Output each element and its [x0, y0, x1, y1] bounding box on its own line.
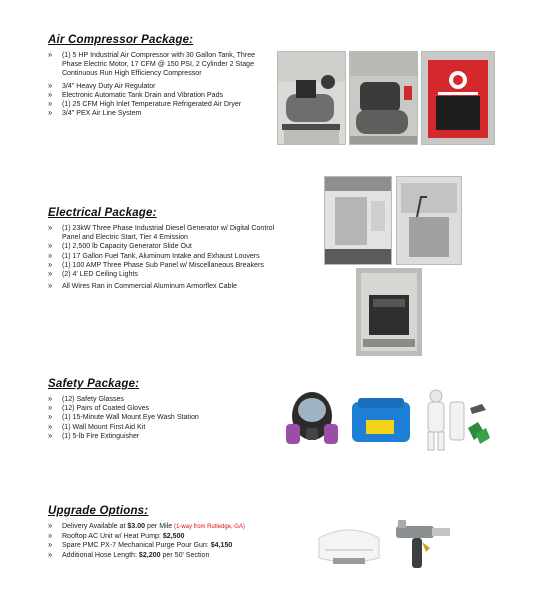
list-item: » (1) 25 CFM High Inlet Temperature Refrigerated Air Dryer — [48, 99, 257, 108]
generator-slide-out-photo — [356, 268, 422, 356]
list-item — [48, 550, 290, 559]
list-item: » 3/4" PEX Air Line System — [48, 108, 257, 117]
pour-gun-image — [392, 512, 454, 576]
hose-label: Additional Hose Length: — [61, 549, 139, 559]
list-item: » (1) 5 HP Industrial Air Compressor with 30 Gallon Tank, Three Phase Electric Motor, 17 CFM @ 150 PSI, 2 Cylinder 2 Stage Continuous Run High Efficiency Compressor — [48, 50, 257, 78]
gun-label: Spare PMC PX-7 Mechanical Purge Pour Gun: — [61, 540, 211, 550]
rooftop-ac-unit-image — [313, 520, 385, 570]
air-compressor-title: Air Compressor Package: — [48, 34, 194, 46]
air-dryer-photo — [421, 51, 495, 145]
list-item — [48, 521, 290, 531]
list-item — [48, 531, 290, 540]
delivery-prefix: Delivery Available at — [61, 521, 128, 530]
generator-panel-photo — [324, 176, 392, 265]
air-compressor-section — [48, 34, 273, 117]
upgrade-list — [48, 521, 308, 559]
air-compressor-list — [48, 50, 273, 117]
compressor-photo — [277, 51, 346, 145]
fuel-tank-photo — [396, 176, 462, 265]
list-item: » (1) 5-lb Fire Extinguisher — [48, 431, 262, 440]
electrical-title: Electrical Package: — [48, 207, 157, 219]
list-item: » All Wires Ran in Commercial Aluminum Armorflex Cable — [48, 281, 292, 290]
gun-price: $4,150 — [210, 540, 233, 550]
list-item: » (12) Pairs of Coated Gloves — [48, 403, 262, 412]
delivery-suffix: per Mile — [145, 521, 175, 530]
list-item — [48, 540, 290, 549]
ac-price: $2,500 — [162, 531, 185, 541]
hose-suffix: per 50' Section — [160, 549, 210, 559]
upgrade-section — [48, 505, 308, 559]
protective-suit-gloves-image — [420, 388, 492, 452]
eye-wash-station-image — [348, 394, 414, 446]
upgrade-title: Upgrade Options: — [48, 505, 149, 517]
hose-price: $2,200 — [138, 549, 161, 559]
safety-section — [48, 378, 278, 440]
delivery-note: (1-way from Rutledge, GA) — [174, 523, 245, 530]
list-item: » (1) 100 AMP Three Phase Sub Panel w/ Miscellaneous Breakers — [48, 260, 292, 269]
list-item: » (1) 23kW Three Phase Industrial Diesel Generator w/ Digital Control Panel and Electric Start, Tier 4 Emission — [48, 223, 292, 241]
safety-list — [48, 394, 278, 440]
ac-label: Rooftop AC Unit w/ Heat Pump: — [61, 531, 163, 541]
list-item: » (1) Wall Mount First Aid Kit — [48, 422, 262, 431]
list-item: » Electronic Automatic Tank Drain and Vibration Pads — [48, 90, 257, 99]
list-item: » (1) 2,500 lb Capacity Generator Slide Out — [48, 241, 292, 250]
electrical-list — [48, 223, 310, 290]
list-item: » (1) 15-Minute Wall Mount Eye Wash Station — [48, 412, 262, 421]
list-item: » (12) Safety Glasses — [48, 394, 262, 403]
safety-title: Safety Package: — [48, 378, 140, 390]
list-item: » 3/4" Heavy Duty Air Regulator — [48, 81, 257, 90]
respirator-mask-image — [282, 388, 342, 450]
list-item: » (2) 4' LED Ceiling Lights — [48, 269, 292, 278]
delivery-price: $3.00 — [127, 521, 146, 530]
compressor-tank-photo — [349, 51, 418, 145]
list-item: » (1) 17 Gallon Fuel Tank, Aluminum Intake and Exhaust Louvers — [48, 251, 292, 260]
electrical-section — [48, 207, 310, 290]
